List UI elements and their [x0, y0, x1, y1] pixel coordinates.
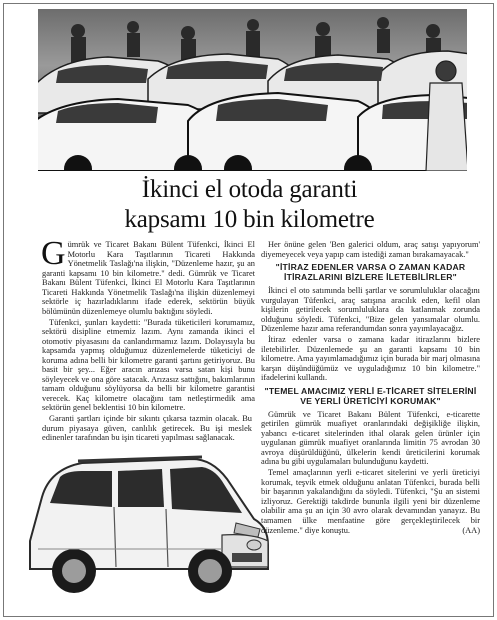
paragraph-8-text: Temel amaçlarının yerli e-ticaret sitelerini ve yerli üreticiyi korumak, teşvik etmek olduğunu anlatan Tüfenkci, burada belli bir başarının yakalandığını da söyledi. Tüfenkci, "Şu an sistemi izliyoruz. Gerektiği takdirde bununla ilgili yeni bir düzenleme olabilir ama şu an için 30 avro olarak devamından yanayız. Bu tamamen ülke menfaatine göre gerçekleştirilecek bir düzenleme." diye konuştu.	[261, 468, 480, 535]
paragraph-1-text: ümrük ve Ticaret Bakanı Bülent Tüfenkci, İkinci El Motorlu Kara Taşıtlarının Ticareti Hakkında Yönetmelik Taslağı'na ilişkin, "Düzenleme hazır, şu an garanti kapsamı 10 bin kilometre." dedi. Gümrük ve Ticaret Bakanı Bülent Tüfenkci, İkinci El Motorlu Kara Taşıtlarının Ticareti Hakkında Yönetmelik Taslağı'na ilişkin düzenlemeyi sektörle iç hazırladıklarını ifade ederek, sektörün büyük bölümünün düzenlemeye olumlu baktığını söyledi.	[42, 240, 255, 316]
drop-cap: G	[41, 235, 66, 272]
paragraph-1	[41, 235, 255, 316]
headline-line-2: kapsamı 10 bin kilometre	[124, 206, 375, 233]
paragraph-6: İtiraz edenler varsa o zamana kadar itirazlarını bizlere iletebilirler. Düzenlemede şu an garanti kapsamı 10 bin kilometre. Ama yayımlamadığımız için burada bir marj olmasına karşın düşündüğümüz ve uyguladığımız 10 bin kilometre." ifadelerini kullandı.	[261, 335, 480, 383]
paragraph-3-text: Garanti şartları içinde bir sıkıntı çıkarsa tazmin olacak. Bu durum piyasaya güven, canlılık getirecek. Bu işi meslek edinenler tarafından bu işin ticareti yapılması sağlanacak.	[42, 414, 252, 443]
paragraph-7: Gümrük ve Ticaret Bakanı Bülent Tüfenkci, e-ticarette getirilen gümrük muafiyet oranlarındaki değişikliğe ilişkin, yabancı e-ticaret sitelerinden ithal olarak gelen ürünler için uygulanan gümrük muafiyet oranlarında limitin 75 avrodan 30 avroya düşürüldüğünü, ülkelerin kendi üreticilerini korumak adına bu gibi uygulamaları bulunduğunu kaydetti.	[261, 409, 480, 467]
headline-line-1: İkinci el otoda garanti	[141, 176, 358, 203]
subheading-2: "TEMEL AMACIMIZ YERLİ E-TİCARET SİTELERİNİ VE YERLİ ÜRETİCİYİ KORUMAK"	[264, 385, 477, 406]
article-column-1	[41, 235, 255, 444]
paragraph-5: İkinci el oto satımında belli şartlar ve sorumluluklar olacağını vurgulayan Tüfenkci, araç satışına aracılık eden, kefil olan kişilerin getirilecek sorumluluklara da katlanmak zorunda olduğunu söyledi. Tüfenkci, "Bize gelen yansımalar olumlu. Düzenleme hazır ama referandumdan sonra yayımlayacağız.	[261, 286, 480, 334]
paragraph-8	[261, 468, 480, 535]
car-market-image	[38, 9, 467, 171]
article-column-2	[261, 240, 480, 536]
paragraph-2: Tüfenkci, şunları kaydetti: "Burada tüketicileri korumamız, sektörü disipline etmemiz lazım. Aynı zamanda ikinci el otomotiv piyasasını da canlandırmamız lazım. Dolayısıyla bu kapsamda yapmış olduğumuz düzenlemelerde tüketiciyi de koruma adına belli bir kilometre garanti şartını getiriyoruz. Bu basit bir şey... Eğer aracın arızası varsa satan kişi bunu söyleyecek ve ona göre satacak. Arızasız sattığını, bakımlarının tamam olduğunu söylüyorsa da belli bir kilometre garantisi verecek. Kaç kilometre olacağını tam netleştirmedik ama sektörün genel beklentisi 10 bin kilometre.	[42, 317, 255, 413]
newspaper-clipping	[3, 3, 494, 617]
paragraph-3	[42, 414, 252, 443]
paragraph-4: Her önüne gelen 'Ben galerici oldum, araç satışı yapıyorum' diyemeyecek veya yapıp cam istediği zaman bırakamayacak."	[261, 240, 480, 259]
car-market-photo	[38, 9, 467, 171]
news-agency-signature: (AA)	[462, 525, 480, 535]
subheading-1: "İTİRAZ EDENLER VARSA O ZAMAN KADAR İTİRAZLARINI BİZLERE İLETEBİLİRLER"	[275, 262, 466, 283]
white-car-image	[22, 449, 272, 599]
